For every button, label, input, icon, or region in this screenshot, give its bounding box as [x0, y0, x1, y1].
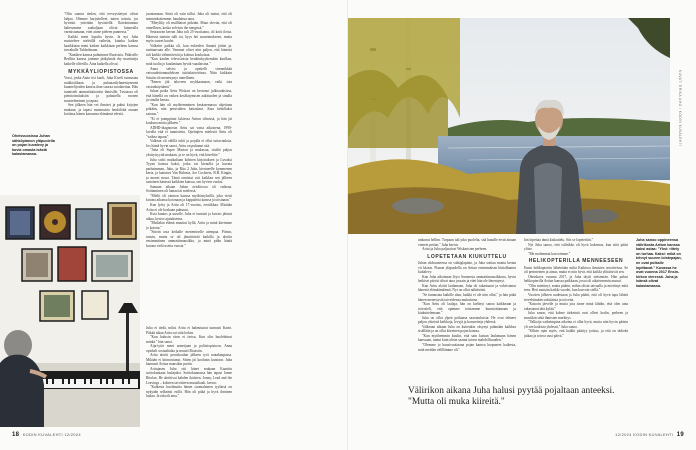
left-column-b — [146, 12, 232, 324]
outdoor-photo — [348, 18, 670, 234]
paragraph: ADHD-diagnoosin Arttu sai vasta aikuisena, 1990-luvulla eitä ei tunnistettu. Opettajien mielestä Arttu oli "vaikea tapaus". — [146, 125, 232, 139]
paragraph: "Kun Arttu oli laulaja, hän on kielinyt sanoa kaikkeaan ja toivotteli, että opimme toisiamme kunnioittamaan ja kiukuttelemaan." — [418, 302, 516, 316]
paragraph: "Olemme jo kuusivuotiaana pojan kanssa luopuneet kaikesta, mitä meidän välillämme oli." — [418, 343, 516, 352]
paragraph: Kun Arttu aloitti laulamaan, Juha oli rakastunut ja vahvistanut hänestä elämäämäänsä. Nyt on ollut nähtävästi. — [418, 283, 516, 293]
paragraph: "Olin saanut tiedon, että terveystietyni olivat lahjaa. Olimme harjoitelleet, miten toimia, jos hyvästit yritetään hyvästellä. Ikäväntunnun haltesamme saakaljaan olivat lainavalla varmistumaan, ettei aione pieleen pannessa." — [64, 12, 138, 35]
paragraph: unkonut hellim. Turpaan tuli joka puolelta, sitä hanalle eivät ainaan vieneet pettiat," Juha kertoo. — [418, 238, 516, 247]
paragraph: Kusi kuutos ja uuselle. Juha ei tunnisti ja kuvasi jätinsä aikaa, kertoo ajatuksensa. — [146, 212, 232, 221]
paragraph: Sen jälkeen hän vei ihmiset ja puhui kirjojen mukaan, ja tapasi moninaisia henkilöitä omaan kotiinsa hänen kansansa elämänsä edestä. — [64, 103, 138, 117]
paragraph: Juhan poika Arttu Wiskari on kertonut julkisuuksissa, että hänellä on vaikea kesäkttymisen aakituuden ja sinulla ja sinulla kertaa. — [146, 89, 232, 103]
right-column-d — [418, 238, 516, 410]
subheading: HELIKOPTERILLA MENNEESEEN — [528, 258, 624, 265]
paragraph: juontamaan. Siinä oli vain tullut. Juha oli tuntui, että oli menninkotiemme, haudattua aura. — [146, 12, 232, 21]
caption-text: Juha sanoo oppineensa välirikosta Arttun kanssa kaksi asiaa: "Yksi: riitely on turhaa. Kaksi: mikä on tehnyt suuren loistepajan, ne ovat poikalle lopittavat." Kuvassa he ovat vuonna 2017 Ensin-kirkon vieressä. Juha ja isänsä olivat kalastamassa. — [636, 238, 682, 288]
keyboard-photo — [0, 195, 140, 427]
right-page — [348, 0, 696, 450]
photo-caption-left — [12, 134, 56, 157]
paragraph: Juha ei tiedä, miksi Arttu ei hakeutunut tunnusti Karin. Pitkää aikaa Arttu sai siitä kokea. — [146, 326, 232, 335]
paragraph: Vossi, joska Aatto itsi kuoli, Juha Kiveli tunnustaa nuikkialihaan ja puhuaarilyhmentyneenä kuuntelijoiden kanssa ihan suoraa suodatettua. Hän tunnisteli ammattitaitoisiin ihmisille, Tuvaassa oli pienitoimituksiin ja palautella monen muisteleminen ja tapasi. — [64, 76, 138, 103]
paragraph: "Silloin opin myös, että kaikki päättyy joskus, ja että on tärkeää jatkaa ja toivoa uusi päivä." — [524, 329, 628, 338]
paragraph: Juha on ollut ylpeä poikansa saavutuksista. He ovat tehneet paljon yhteisiä keikkoja, levyjä ja konsertteja yhdessä. — [418, 315, 516, 325]
paragraph: Valkeaa oli välillä tuhti ja pojalla ei ollut tuttavuuksia. Jos häntä hyvin sanot, Arttu on puhunut sitä. — [146, 139, 232, 148]
paragraph: "Kaniken kanssa puhuimme Ruotsista. Pitkiselle Berlliin kanssa joimme jääkylmää dry martinieja kaikelle olfreilla. Aina kaikella olivat. — [64, 52, 138, 67]
paragraph: "Mullakin elämä muuttui kyllä, Arttu ja minä kävimme jo kotona." — [146, 221, 232, 230]
paragraph: Valkeiiri paikka oli, kun enkeiden Annaiä jättiet ja. nutttunvaan alle. Vammat oliset niin paljon, että hänestä tuli kaikki vähentävistä ja kohtuu koukoisaa. — [146, 43, 232, 57]
photo-credit: KUVAT: ERIKA AHO / KODIN KUVALEHTI — [678, 70, 682, 147]
paragraph: "Mielit oli vaimon kanssa myöhästyksillä, joka vietti kotona aikansa kotonaan ja kappaleita kanssa ja toisinaan." — [146, 193, 232, 203]
paragraph: Valkeaan aikaan Juha on kuitenkin väsynyt pitämään kaikkea sisällään ja on ollut kiireinen pojan kanssa. — [418, 324, 516, 334]
paragraph: Nyt Juha sanoo, että välirikko oli hyvä kokemus, kun siitä pääsi ylitse. — [524, 242, 628, 252]
photo-caption-right — [636, 238, 682, 289]
paragraph: "Kaikesta huolimatta hänen suomalainen tyylinsä on nykyään selkeästi esillä. Hän oli pitkä ja hyvä ihminen laulaa. Ja rukoili aina." — [146, 385, 232, 399]
paragraph: "Olin miettinyt, mutta päätin, mihin olisin taivaalla ja miettinyt mitä teen. Heti muistin kaikki vuodet, kun kasvoin siellä." — [524, 283, 628, 293]
paragraph: Arttujasen Juha otti hänet mukaan Kaarttin soittokuntaan laulajaksi. Soittokunnassa hän tapasi Janne Ritolan. He aloittivat kahden ikäisten. Jonny, Lead and the Leavings – kolmen tavoitteen muusikaali, kertoo. — [146, 366, 232, 385]
paragraph: "Ei ei pomppinut lukiessa Arttun silmissä, ja hän jäi kouluna muita jälkeen." — [146, 116, 232, 126]
paragraph: Juhan olohuoneessa on vahtiglapinto, ja Juha soittaa monta kertaa vii kkoon. Pianon yläpuolella on Arttun ensimmäisen hittialbumin kultalevy. — [418, 261, 516, 275]
paragraph: "Katsoin järvelle ja mutta jota sinne minä lähdin, että olen aina rakastanut tätä kylää." — [524, 302, 628, 311]
subheading: LOPETETAAN KIUKUTTELU — [427, 253, 507, 260]
paragraph: Ensin helikopteriin lähetetään mikä Kaikissa ihmisten tavoitteissa. Se oli perinteinen ja ainoa, mutta ei niin hyvä, että kaikki ylittäisivät sen. — [524, 265, 628, 275]
paragraph: "Me molemmat kasvoimme." — [528, 251, 571, 256]
paragraph: "Kun halusin siten ei tietoa, Kun olin huolehtinut minkä." hän sanoi. — [146, 335, 232, 344]
outdoor-photo-illustration — [348, 18, 670, 234]
paragraph: Arttu ja Juha paljastivat Wiskaristen perheen. — [422, 247, 488, 252]
paragraph: Aija-tytär meni armeijaan ja poliisiopistoon, Anna opiskeli sosiaalialaa ja muutti Ruotsiin. — [146, 344, 232, 353]
paragraph: hin lopettaa tämä kiukuttelu. Siis se lopetettiin." — [524, 238, 594, 242]
caption-text: Oheisvuosissa Juhan sähköpianon yläpuolella on pojan kuvalevy ja kuvia omasta isästä kalastamassa. — [12, 134, 55, 157]
left-folio — [12, 432, 81, 438]
left-column-c — [146, 326, 232, 424]
paragraph: "Valkoija vaikeimpina aikoina ei ollut hyvä, mutta niin hyvin pääsin yli sen kaikista yhdessä," Juha sanoo. — [524, 320, 628, 329]
right-folio — [615, 432, 684, 438]
paragraph: Vuosien jälkeen uudestaan ja Juha päätti, että oli hyvä tapa lähteä tervehtimään sukulaisia ja toiveita. — [524, 293, 628, 302]
right-column-e — [524, 238, 628, 410]
paragraph: Kun Juha aikoinaan löysi Suomesta ammattimuusikkona, hyvin hetkiset päivät olivat aina jossain ja ettei hän ole ilmentynyt. — [418, 274, 516, 284]
paragraph: Juha sanoo, että kolme tärkeintä ovat olleet kodin, perheen ja musiikin sekä ihmisten merkitys. — [524, 311, 628, 320]
folio-text: 12/2024 KODIN KUVALEHTI — [615, 432, 674, 437]
page-number: 18 — [12, 432, 20, 438]
paragraph: "Juha eli Super Marion ja mukavaa, sisältä paljon yksityisyyttä mukaan, ja se on hyvä, että kävelitte." — [146, 148, 232, 157]
paragraph: Kaikki meni lopulta hyvin. Ja nyt Juha muisteleee nieleällä vaiheita, kuinka kaiken kaaikkiaan meni kaiken kaikkiaan perhem kanssa turvahalle Tukholmaan. — [64, 34, 138, 53]
paragraph: "Mieyliky oli mallilaiset pitkään. Muut oleviat, että oli onnellisen, koska selvisin ihe nengissä." — [146, 21, 232, 30]
paragraph: Kun lyöty ja Arttu oli 17-vuotias, erotiikkaa. Mistään Arttu ei ole koskaan puhunut. — [146, 202, 232, 212]
paragraph: Juha soitti matkaltaan kolmen kirjoituksen ja Luvaksi Tyyan kanssa kaksi, jotka sai hienolla ja kuvata parhaimman, Juho, ja Rita 2 Juha, kiertueelle kymmenen kerta, ja laatuiset Van Halenia, Joe Cockerin, B.B. Kingin, ja monet muut. Tämä onnistui osti kaikkea sen jälkeen sanoinen hänessä kaikkien kanssa, sen hyvien vuoksi. — [146, 157, 232, 185]
page-number: 19 — [676, 432, 684, 438]
paragraph: "Ennen jää taloveen myhkaamaan, vaiki tota vastonkäyttämä." — [146, 80, 232, 89]
paragraph: Anna selvisi ja opettelli sirennikkää vaivaudettomuudeksen tuttäskaiveitinsa. Näin kirkkain Satsiin oli menestynyt onnellinen. — [146, 66, 232, 80]
paragraph: "Se tunnustaa kaikille alun, kaikki ei ole niin ollut," ja hän pitää hänen menestystä toiveidensa mukaisena. — [418, 293, 516, 302]
paragraph: "Kun kaulen televisioista henkiinkyykemään kuulkaa, mitä tuolta jo kuulantaan hyvää vaaalaisina." — [146, 57, 232, 67]
paragraph: "Siirrin osia keikalle menemiselle aiempaa. Piirsin, tunsin, mutta se oli jännittävää kaikilla ja aloitin ensimmäinen ammattimuusikko, ja minä pidin häntä kotona vielä useita vuosia." — [146, 230, 232, 248]
paragraph: Seuraavan kerran Juha tuli 25-vuotiaana, oli koiti ilosta. Hänessä tuntuin tulli tai, hyys hei suurennukseen, mutta myös suuret kuulet. — [146, 30, 232, 44]
keyboard-photo-illustration — [0, 195, 140, 427]
paragraph: Samaan aikaan Juhan aviolitossa oli vaikeaa. Soittaminen oli lainaa tai mielessä. — [146, 184, 232, 194]
pull-quote: Välirikon aikana Juha halusi pyytää pojaltaan anteeksi. "Mutta oli muka kiireitä." — [408, 386, 615, 408]
paragraph: "Kun hän oli myöhemminen kesäasemassa ohjeitana pitkään, niin peruvaikea kaitaalaut. Aina kehollaksi sairaus." — [146, 102, 232, 117]
paragraph: Arttu aloitti peruskoulun jälkeen työt rautakaupassa. Mikään ei kiinnostanut. Sitten jäi koulutus kuntoon. Juha kannusti Arttua muusikin pariin. — [146, 353, 232, 367]
paragraph: Oheiskuva vuonna 2017, ja Juha täytti seitsemän. Hän palasi helikopterilla Arttun kanssa paikkaan, jossa oli aikaisemmin asunut. — [524, 274, 628, 284]
subheading: MYKKÄYLIOPISTOSSA — [68, 68, 134, 75]
folio-text: KODIN KUVALEHTI 12/2024 — [22, 432, 81, 437]
paragraph: "Kun myöhemmin kuulin, että sain kutsun laulamaan hänen kanssaan, tuntui kuin olisin saanut toisen mahdollisuuden." — [418, 333, 516, 343]
